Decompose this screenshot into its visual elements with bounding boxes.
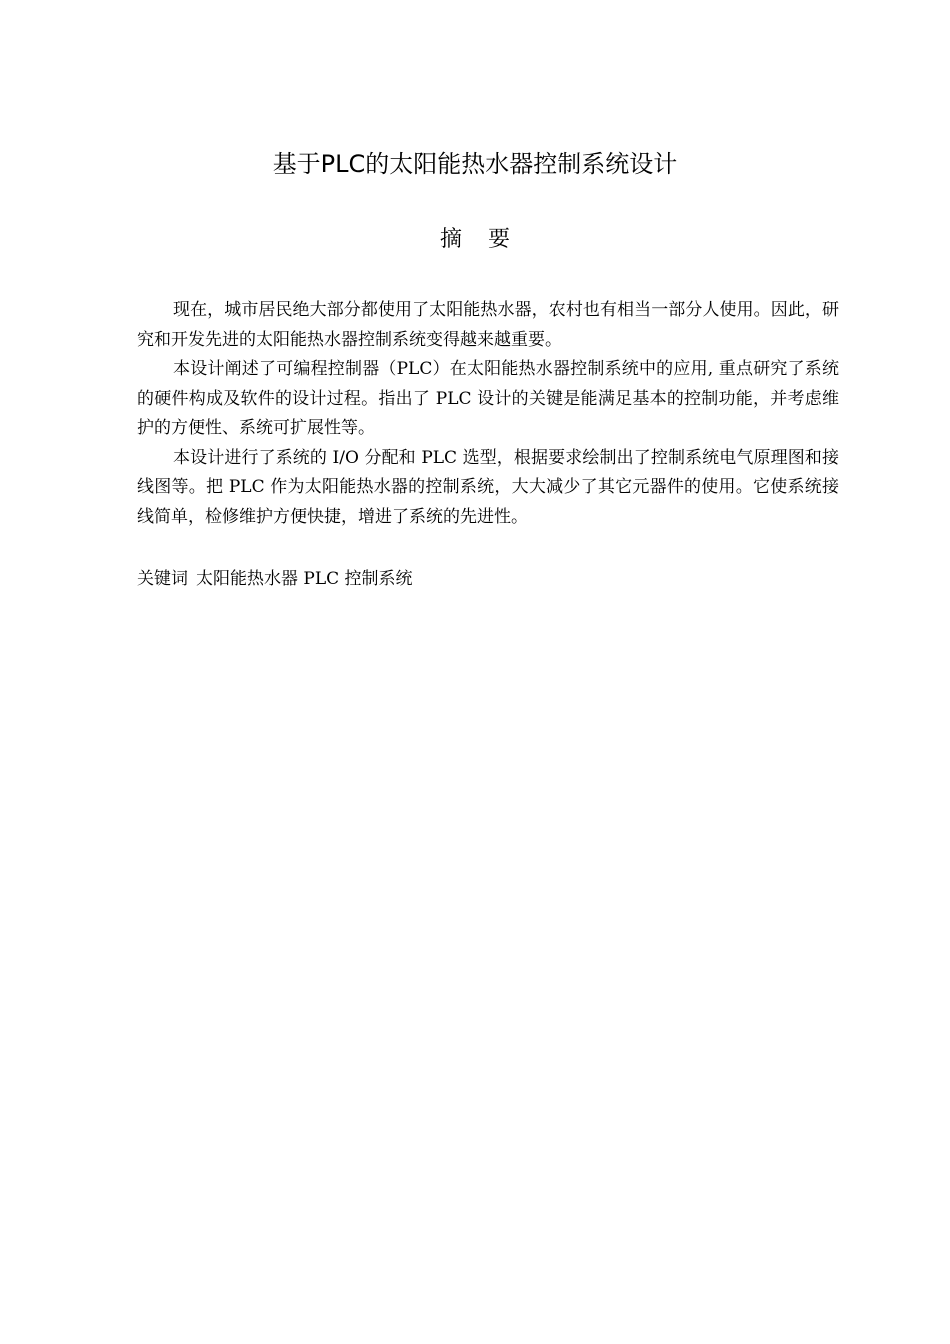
abstract-paragraph-1: 现在，城市居民绝大部分都使用了太阳能热水器，农村也有相当一部分人使用。因此，研究和开发先进的太阳能热水器控制系统变得越来越重要。 [137, 300, 839, 350]
document-title: 基于PLC的太阳能热水器控制系统设计 [272, 150, 678, 178]
keywords-line [137, 565, 413, 594]
abstract-paragraph-2: 本设计阐述了可编程控制器（PLC）在太阳能热水器控制系统中的应用, 重点研究了系统的硬件构成及软件的设计过程。指出了 PLC 设计的关键是能满足基本的控制功能，并考虑维护的方便性、系统可扩展性等。 [137, 359, 839, 438]
abstract-paragraph-3: 本设计进行了系统的 I/O 分配和 PLC 选型，根据要求绘制出了控制系统电气原理图和接线图等。把 PLC 作为太阳能热水器的控制系统，大大减少了其它元器件的使用。它使系统接线简单，检修维护方便快捷，增进了系统的先进性。 [137, 447, 839, 527]
abstract-heading: 摘要 [439, 227, 536, 252]
keywords-value: 太阳能热水器 PLC 控制系统 [196, 569, 413, 589]
abstract-body [137, 296, 839, 532]
keywords-label: 关键词 [137, 569, 188, 589]
